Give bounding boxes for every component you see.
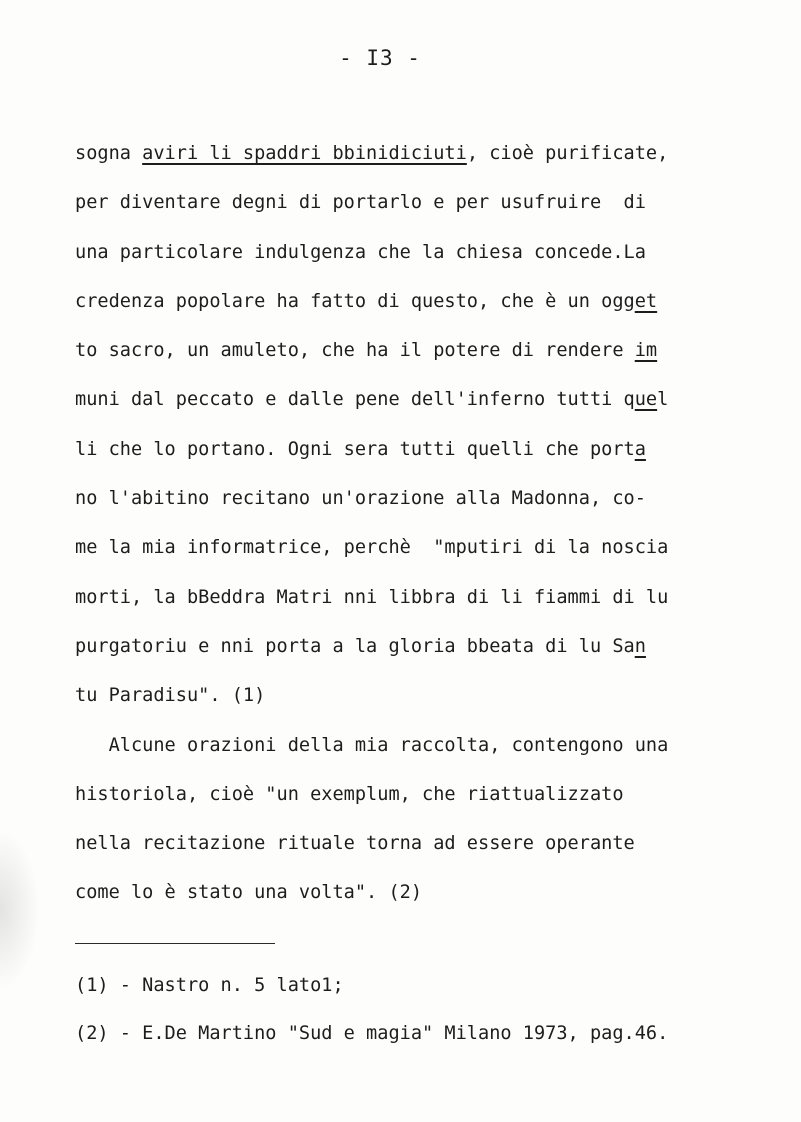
text-segment: una particolare indulgenza che la chiesa concede.La [75, 241, 646, 263]
text-segment: come lo è stato una volta". (2) [75, 882, 423, 904]
text-segment: morti, la bBeddra Matri nni libbra di li fiammi di lu [75, 586, 669, 608]
underlined-text: a [634, 438, 646, 460]
text-segment: Alcune orazioni della mia raccolta, contengono una [75, 734, 669, 756]
footnote-separator [75, 943, 275, 944]
text-segment: no l'abitino recitano un'orazione alla Madonna, co- [75, 488, 646, 510]
body-text [75, 140, 755, 929]
text-segment: tu Paradisu". (1) [75, 685, 266, 707]
text-segment: li che lo portano. Ogni sera tutti quelli che port [75, 438, 635, 460]
text-segment: nella recitazione rituale torna ad essere operante [75, 833, 635, 855]
text-segment: historiola, cioè "un exemplum, che riattualizzato [75, 783, 624, 805]
text-line [75, 584, 755, 633]
underlined-text: n [634, 635, 646, 657]
underlined-text: im [634, 340, 658, 362]
text-line [75, 732, 755, 781]
underlined-text: et [634, 290, 658, 312]
text-line [75, 140, 755, 189]
text-segment: , cioè purificate, [466, 143, 669, 164]
text-segment: l [657, 389, 669, 411]
footnote: (2) - E.De Martino "Sud e magia" Milano 1973, pag.46. [75, 1023, 669, 1044]
text-line [75, 386, 755, 435]
text-segment: muni dal peccato e dalle pene dell'inferno tutti q [75, 389, 635, 411]
text-line [75, 485, 755, 534]
footnote: (1) - Nastro n. 5 lato1; [75, 975, 344, 996]
page-number: - I3 - [339, 46, 421, 70]
footnotes [75, 972, 775, 1068]
text-segment: sogna [75, 143, 143, 164]
text-segment: to sacro, un amuleto, che ha il potere di rendere [75, 340, 635, 362]
text-line [75, 633, 755, 682]
text-line [75, 288, 755, 337]
scan-smudge [0, 830, 40, 990]
text-line [75, 239, 755, 288]
text-line [75, 337, 755, 386]
text-line [75, 189, 755, 238]
text-segment: per diventare degni di portarlo e per usufruire di [75, 192, 646, 214]
text-line [75, 682, 755, 731]
underlined-text: ue [634, 389, 658, 411]
text-line [75, 879, 755, 928]
text-line [75, 534, 755, 583]
underlined-text: aviri li spaddri bbinidiciuti [142, 143, 467, 164]
text-segment: purgatoriu e nni porta a la gloria bbeata di lu Sa [75, 635, 635, 657]
text-segment: me la mia informatrice, perchè "mputiri di la noscia [75, 537, 669, 559]
text-line [75, 436, 755, 485]
text-line [75, 830, 755, 879]
text-segment: credenza popolare ha fatto di questo, che è un ogg [75, 290, 635, 312]
text-line [75, 781, 755, 830]
